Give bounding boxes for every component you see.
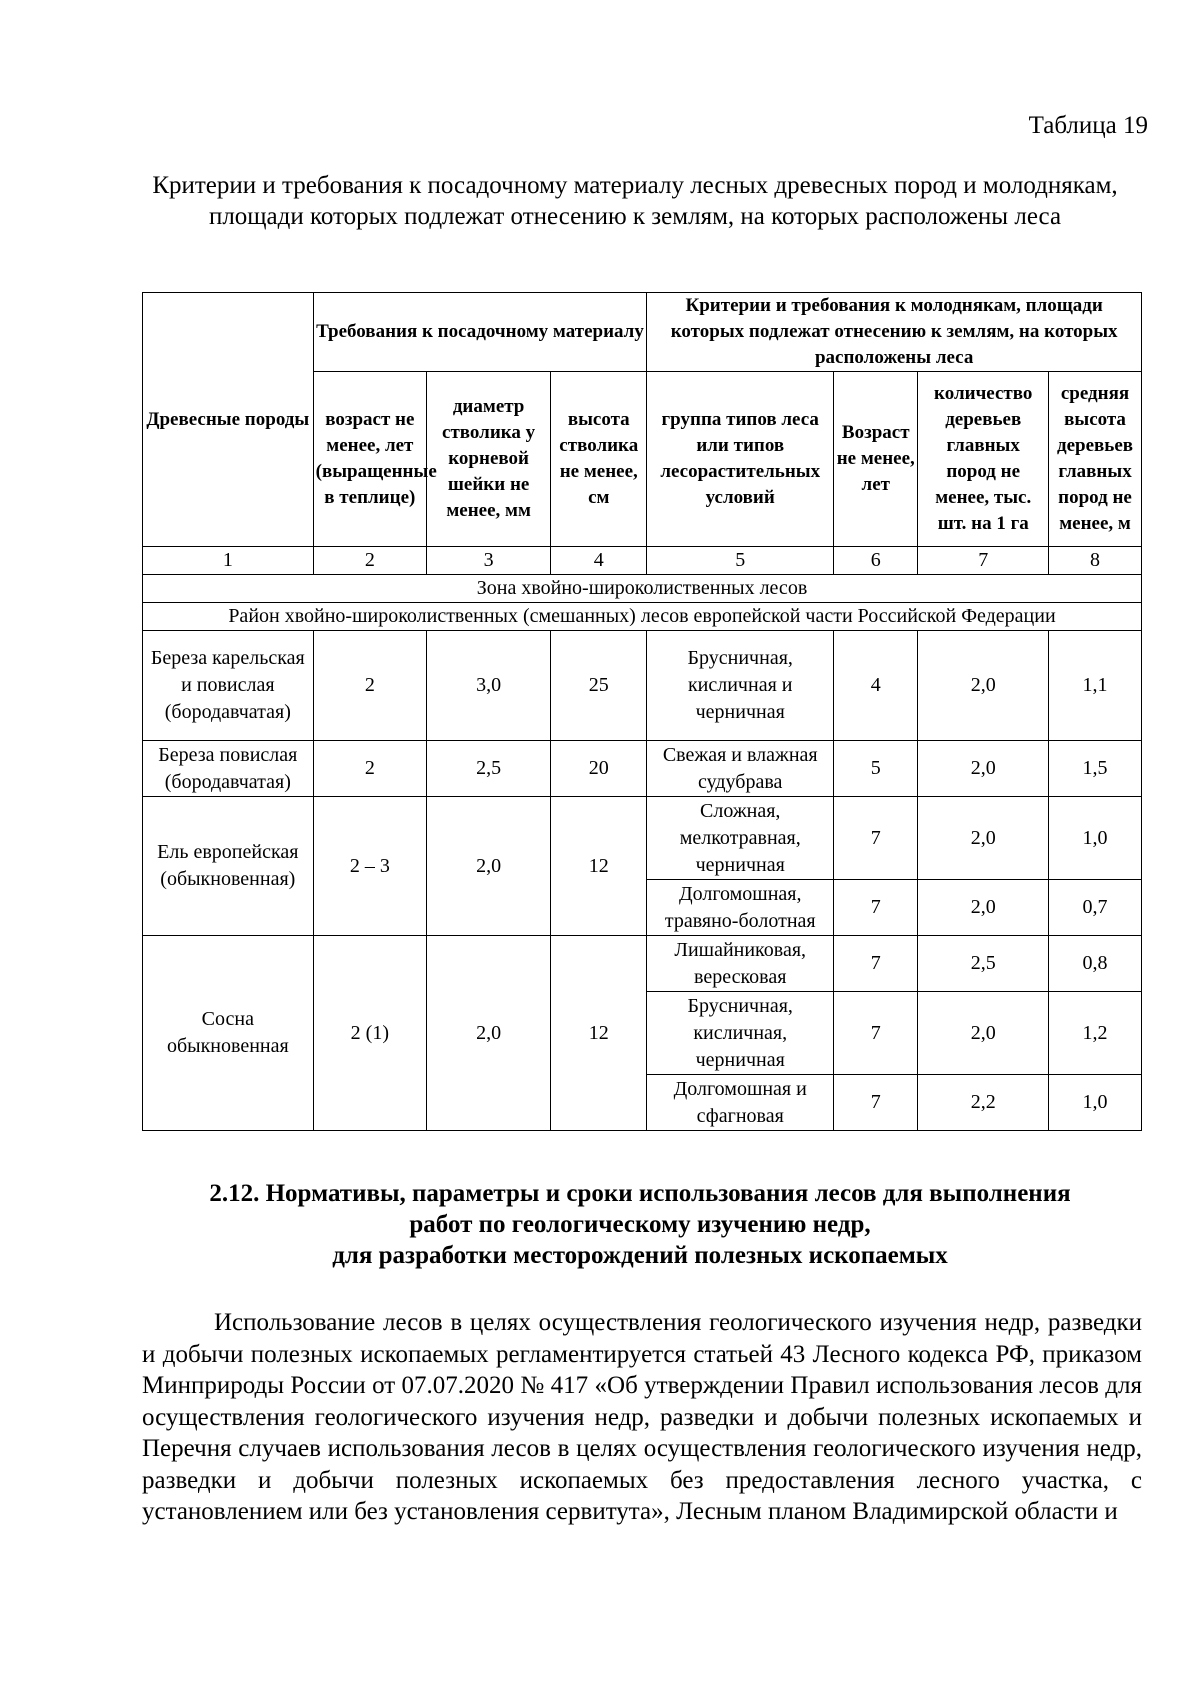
region-row: Район хвойно-широколиственных (смешанных) лесов европейской части Российской Федерации bbox=[143, 603, 1142, 631]
forest-type: Долгомошная и сфагновая bbox=[647, 1075, 834, 1131]
avg-height: 1,5 bbox=[1049, 741, 1142, 797]
table-row bbox=[143, 936, 1142, 992]
tree-count: 2,2 bbox=[918, 1075, 1049, 1131]
avg-height: 0,7 bbox=[1049, 880, 1142, 936]
header-height: высота стволика не менее, см bbox=[551, 372, 647, 547]
forest-type: Сложная, мелкотравная, черничная bbox=[647, 797, 834, 880]
heading-line: 2.12. Нормативы, параметры и сроки использования лесов для выполнения bbox=[209, 1180, 1071, 1207]
criteria-table bbox=[142, 292, 1142, 1131]
tree-count: 2,0 bbox=[918, 797, 1049, 880]
header-planting-group: Требования к посадочному материалу bbox=[313, 293, 647, 372]
planting-age: 2 – 3 bbox=[313, 797, 426, 936]
tree-count: 2,5 bbox=[918, 936, 1049, 992]
tree-count: 2,0 bbox=[918, 631, 1049, 741]
header-age: возраст не менее, лет (выращенные в теплице) bbox=[313, 372, 426, 547]
tree-count: 2,0 bbox=[918, 880, 1049, 936]
avg-height: 1,1 bbox=[1049, 631, 1142, 741]
planting-height: 20 bbox=[551, 741, 647, 797]
column-number: 8 bbox=[1049, 547, 1142, 575]
column-number: 1 bbox=[143, 547, 314, 575]
tree-count: 2,0 bbox=[918, 992, 1049, 1075]
planting-diameter: 2,5 bbox=[427, 741, 551, 797]
header-diameter: диаметр стволика у корневой шейки не менее, мм bbox=[427, 372, 551, 547]
planting-age: 2 (1) bbox=[313, 936, 426, 1131]
young-age: 4 bbox=[834, 631, 918, 741]
young-age: 7 bbox=[834, 880, 918, 936]
column-number: 7 bbox=[918, 547, 1049, 575]
column-number: 6 bbox=[834, 547, 918, 575]
forest-type: Брусничная, кисличная, черничная bbox=[647, 992, 834, 1075]
heading-line: работ по геологическому изучению недр, bbox=[409, 1211, 871, 1238]
table-row bbox=[143, 741, 1142, 797]
column-number: 5 bbox=[647, 547, 834, 575]
header-avg-height: средняя высота деревьев главных пород не менее, м bbox=[1049, 372, 1142, 547]
forest-type: Брусничная, кисличная и черничная bbox=[647, 631, 834, 741]
young-age: 5 bbox=[834, 741, 918, 797]
young-age: 7 bbox=[834, 797, 918, 880]
body-paragraph: Использование лесов в целях осуществления геологического изучения недр, разведки и добычи полезных ископаемых регламентируется статьей 43 Лесного кодекса РФ, приказом Минприроды России от 07.07.2020 № 417 «Об утверждении Правил использования лесов для осуществления геологического изучения недр, разведки и добычи полезных ископаемых и Перечня случаев использования лесов в целях осуществления геологического изучения недр, разведки и добычи полезных ископаемых без предоставления лесного участка, с установлением или без установления сервитута», Лесным планом Владимирской области и bbox=[142, 1309, 1142, 1525]
planting-height: 12 bbox=[551, 797, 647, 936]
young-age: 7 bbox=[834, 992, 918, 1075]
table-row bbox=[143, 631, 1142, 741]
forest-type: Свежая и влажная судубрава bbox=[647, 741, 834, 797]
planting-diameter: 3,0 bbox=[427, 631, 551, 741]
planting-diameter: 2,0 bbox=[427, 936, 551, 1131]
column-number: 2 bbox=[313, 547, 426, 575]
young-age: 7 bbox=[834, 1075, 918, 1131]
column-number: 4 bbox=[551, 547, 647, 575]
young-age: 7 bbox=[834, 936, 918, 992]
table-row bbox=[143, 797, 1142, 880]
section-heading bbox=[140, 1178, 1140, 1271]
planting-height: 25 bbox=[551, 631, 647, 741]
planting-age: 2 bbox=[313, 741, 426, 797]
tree-count: 2,0 bbox=[918, 741, 1049, 797]
header-forest-type: группа типов леса или типов лесорастительных условий bbox=[647, 372, 834, 547]
planting-diameter: 2,0 bbox=[427, 797, 551, 936]
species-name: Береза карельская и повислая (бородавчатая) bbox=[143, 631, 314, 741]
header-young-age: Возраст не менее, лет bbox=[834, 372, 918, 547]
planting-age: 2 bbox=[313, 631, 426, 741]
table-title: Критерии и требования к посадочному материалу лесных древесных пород и молоднякам, площади которых подлежат отнесению к землям, на которых расположены леса bbox=[152, 172, 1118, 230]
avg-height: 0,8 bbox=[1049, 936, 1142, 992]
table-label: Таблица 19 bbox=[1028, 112, 1148, 139]
header-tree-count: количество деревьев главных пород не менее, тыс. шт. на 1 га bbox=[918, 372, 1049, 547]
planting-height: 12 bbox=[551, 936, 647, 1131]
avg-height: 1,0 bbox=[1049, 797, 1142, 880]
forest-type: Долгомошная, травяно-болотная bbox=[647, 880, 834, 936]
avg-height: 1,2 bbox=[1049, 992, 1142, 1075]
heading-line: для разработки месторождений полезных ископаемых bbox=[332, 1242, 948, 1269]
avg-height: 1,0 bbox=[1049, 1075, 1142, 1131]
header-species: Древесные породы bbox=[143, 293, 314, 547]
species-name: Береза повислая (бородавчатая) bbox=[143, 741, 314, 797]
zone-row: Зона хвойно-широколиственных лесов bbox=[143, 575, 1142, 603]
species-name: Сосна обыкновенная bbox=[143, 936, 314, 1131]
column-number: 3 bbox=[427, 547, 551, 575]
forest-type: Лишайниковая, вересковая bbox=[647, 936, 834, 992]
header-young-group: Критерии и требования к молоднякам, площади которых подлежат отнесению к землям, на которых расположены леса bbox=[647, 293, 1142, 372]
species-name: Ель европейская (обыкновенная) bbox=[143, 797, 314, 936]
